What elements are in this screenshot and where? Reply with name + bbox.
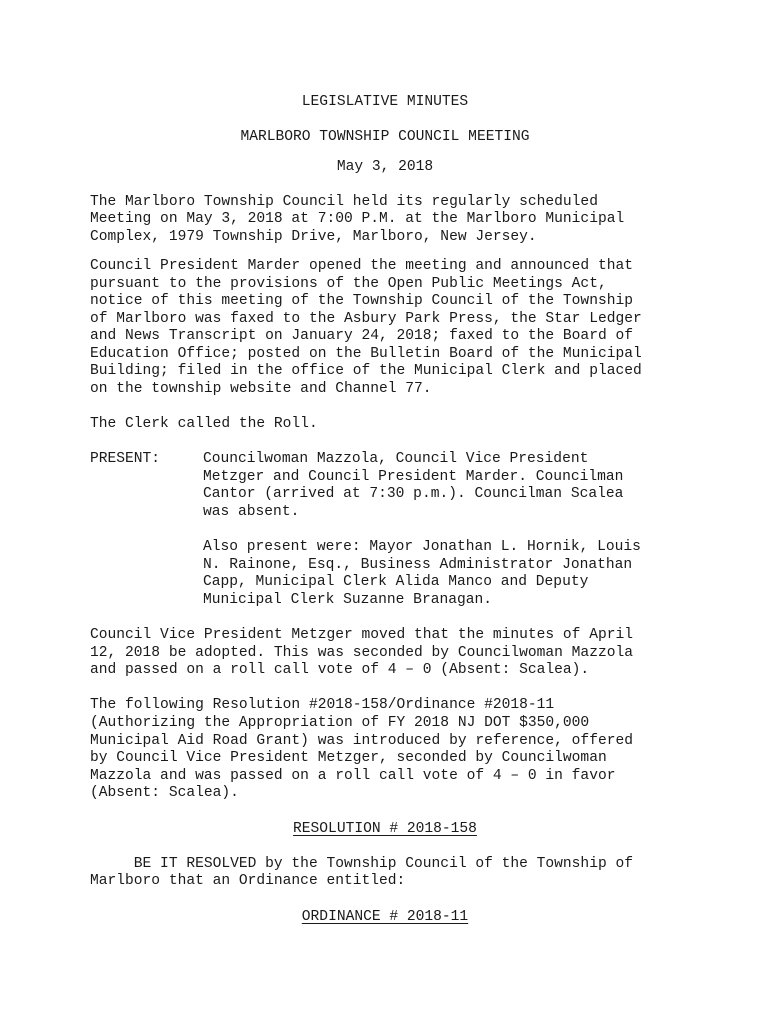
text-line: Council Vice President Metzger moved that the minutes of April bbox=[90, 627, 633, 643]
text-line: and News Transcript on January 24, 2018; faxed to the Board of bbox=[90, 328, 633, 344]
meeting-name: MARLBORO TOWNSHIP COUNCIL MEETING bbox=[240, 129, 530, 145]
text-line: The Marlboro Township Council held its regularly scheduled bbox=[90, 194, 598, 210]
text-line: Mazzola and was passed on a roll call vote of 4 – 0 in favor bbox=[90, 768, 616, 784]
text-line: and passed on a roll call vote of 4 – 0 (Absent: Scalea). bbox=[90, 662, 590, 678]
text-line: of Marlboro was faxed to the Asbury Park Press, the Star Ledger bbox=[90, 311, 642, 327]
text-line: pursuant to the provisions of the Open Public Meetings Act, bbox=[90, 276, 607, 292]
text-line: Municipal Aid Road Grant) was introduced by reference, offered bbox=[90, 733, 633, 749]
text-line: Council President Marder opened the meeting and announced that bbox=[90, 258, 633, 274]
text-line: 12, 2018 be adopted. This was seconded by Councilwoman Mazzola bbox=[90, 645, 633, 661]
text-line: (Authorizing the Appropriation of FY 2018 NJ DOT $350,000 bbox=[90, 715, 590, 731]
roll-call-text: The Clerk called the Roll. bbox=[90, 416, 318, 432]
meeting-date: May 3, 2018 bbox=[336, 159, 434, 175]
text-line: (Absent: Scalea). bbox=[90, 785, 239, 801]
text-line: notice of this meeting of the Township Council of the Township bbox=[90, 293, 633, 309]
document-title: LEGISLATIVE MINUTES bbox=[301, 94, 469, 110]
text-line: Capp, Municipal Clerk Alida Manco and Deputy bbox=[203, 574, 589, 590]
text-line: Marlboro that an Ordinance entitled: bbox=[90, 873, 406, 889]
text-line: Metzger and Council President Marder. Councilman bbox=[203, 469, 624, 485]
text-line: Councilwoman Mazzola, Council Vice President bbox=[203, 451, 589, 467]
text-line: BE IT RESOLVED by the Township Council of the Township of bbox=[90, 856, 633, 872]
text-line: Meeting on May 3, 2018 at 7:00 P.M. at the Marlboro Municipal bbox=[90, 211, 625, 227]
text-line: Cantor (arrived at 7:30 p.m.). Councilman Scalea bbox=[203, 486, 624, 502]
resolution-heading: RESOLUTION # 2018-158 bbox=[293, 821, 477, 837]
text-line: Building; filed in the office of the Municipal Clerk and placed bbox=[90, 363, 642, 379]
text-line: Education Office; posted on the Bulletin Board of the Municipal bbox=[90, 346, 642, 362]
text-line: N. Rainone, Esq., Business Administrator Jonathan bbox=[203, 557, 633, 573]
text-line: Also present were: Mayor Jonathan L. Hornik, Louis bbox=[203, 539, 641, 555]
text-line: The following Resolution #2018-158/Ordinance #2018-11 bbox=[90, 697, 555, 713]
text-line: Complex, 1979 Township Drive, Marlboro, New Jersey. bbox=[90, 229, 537, 245]
ordinance-heading: ORDINANCE # 2018-11 bbox=[301, 909, 469, 925]
text-line: Municipal Clerk Suzanne Branagan. bbox=[203, 592, 493, 608]
text-line: on the township website and Channel 77. bbox=[90, 381, 432, 397]
text-line: was absent. bbox=[203, 504, 300, 520]
text-line: by Council Vice President Metzger, seconded by Councilwoman bbox=[90, 750, 607, 766]
present-label: PRESENT: bbox=[90, 451, 161, 467]
